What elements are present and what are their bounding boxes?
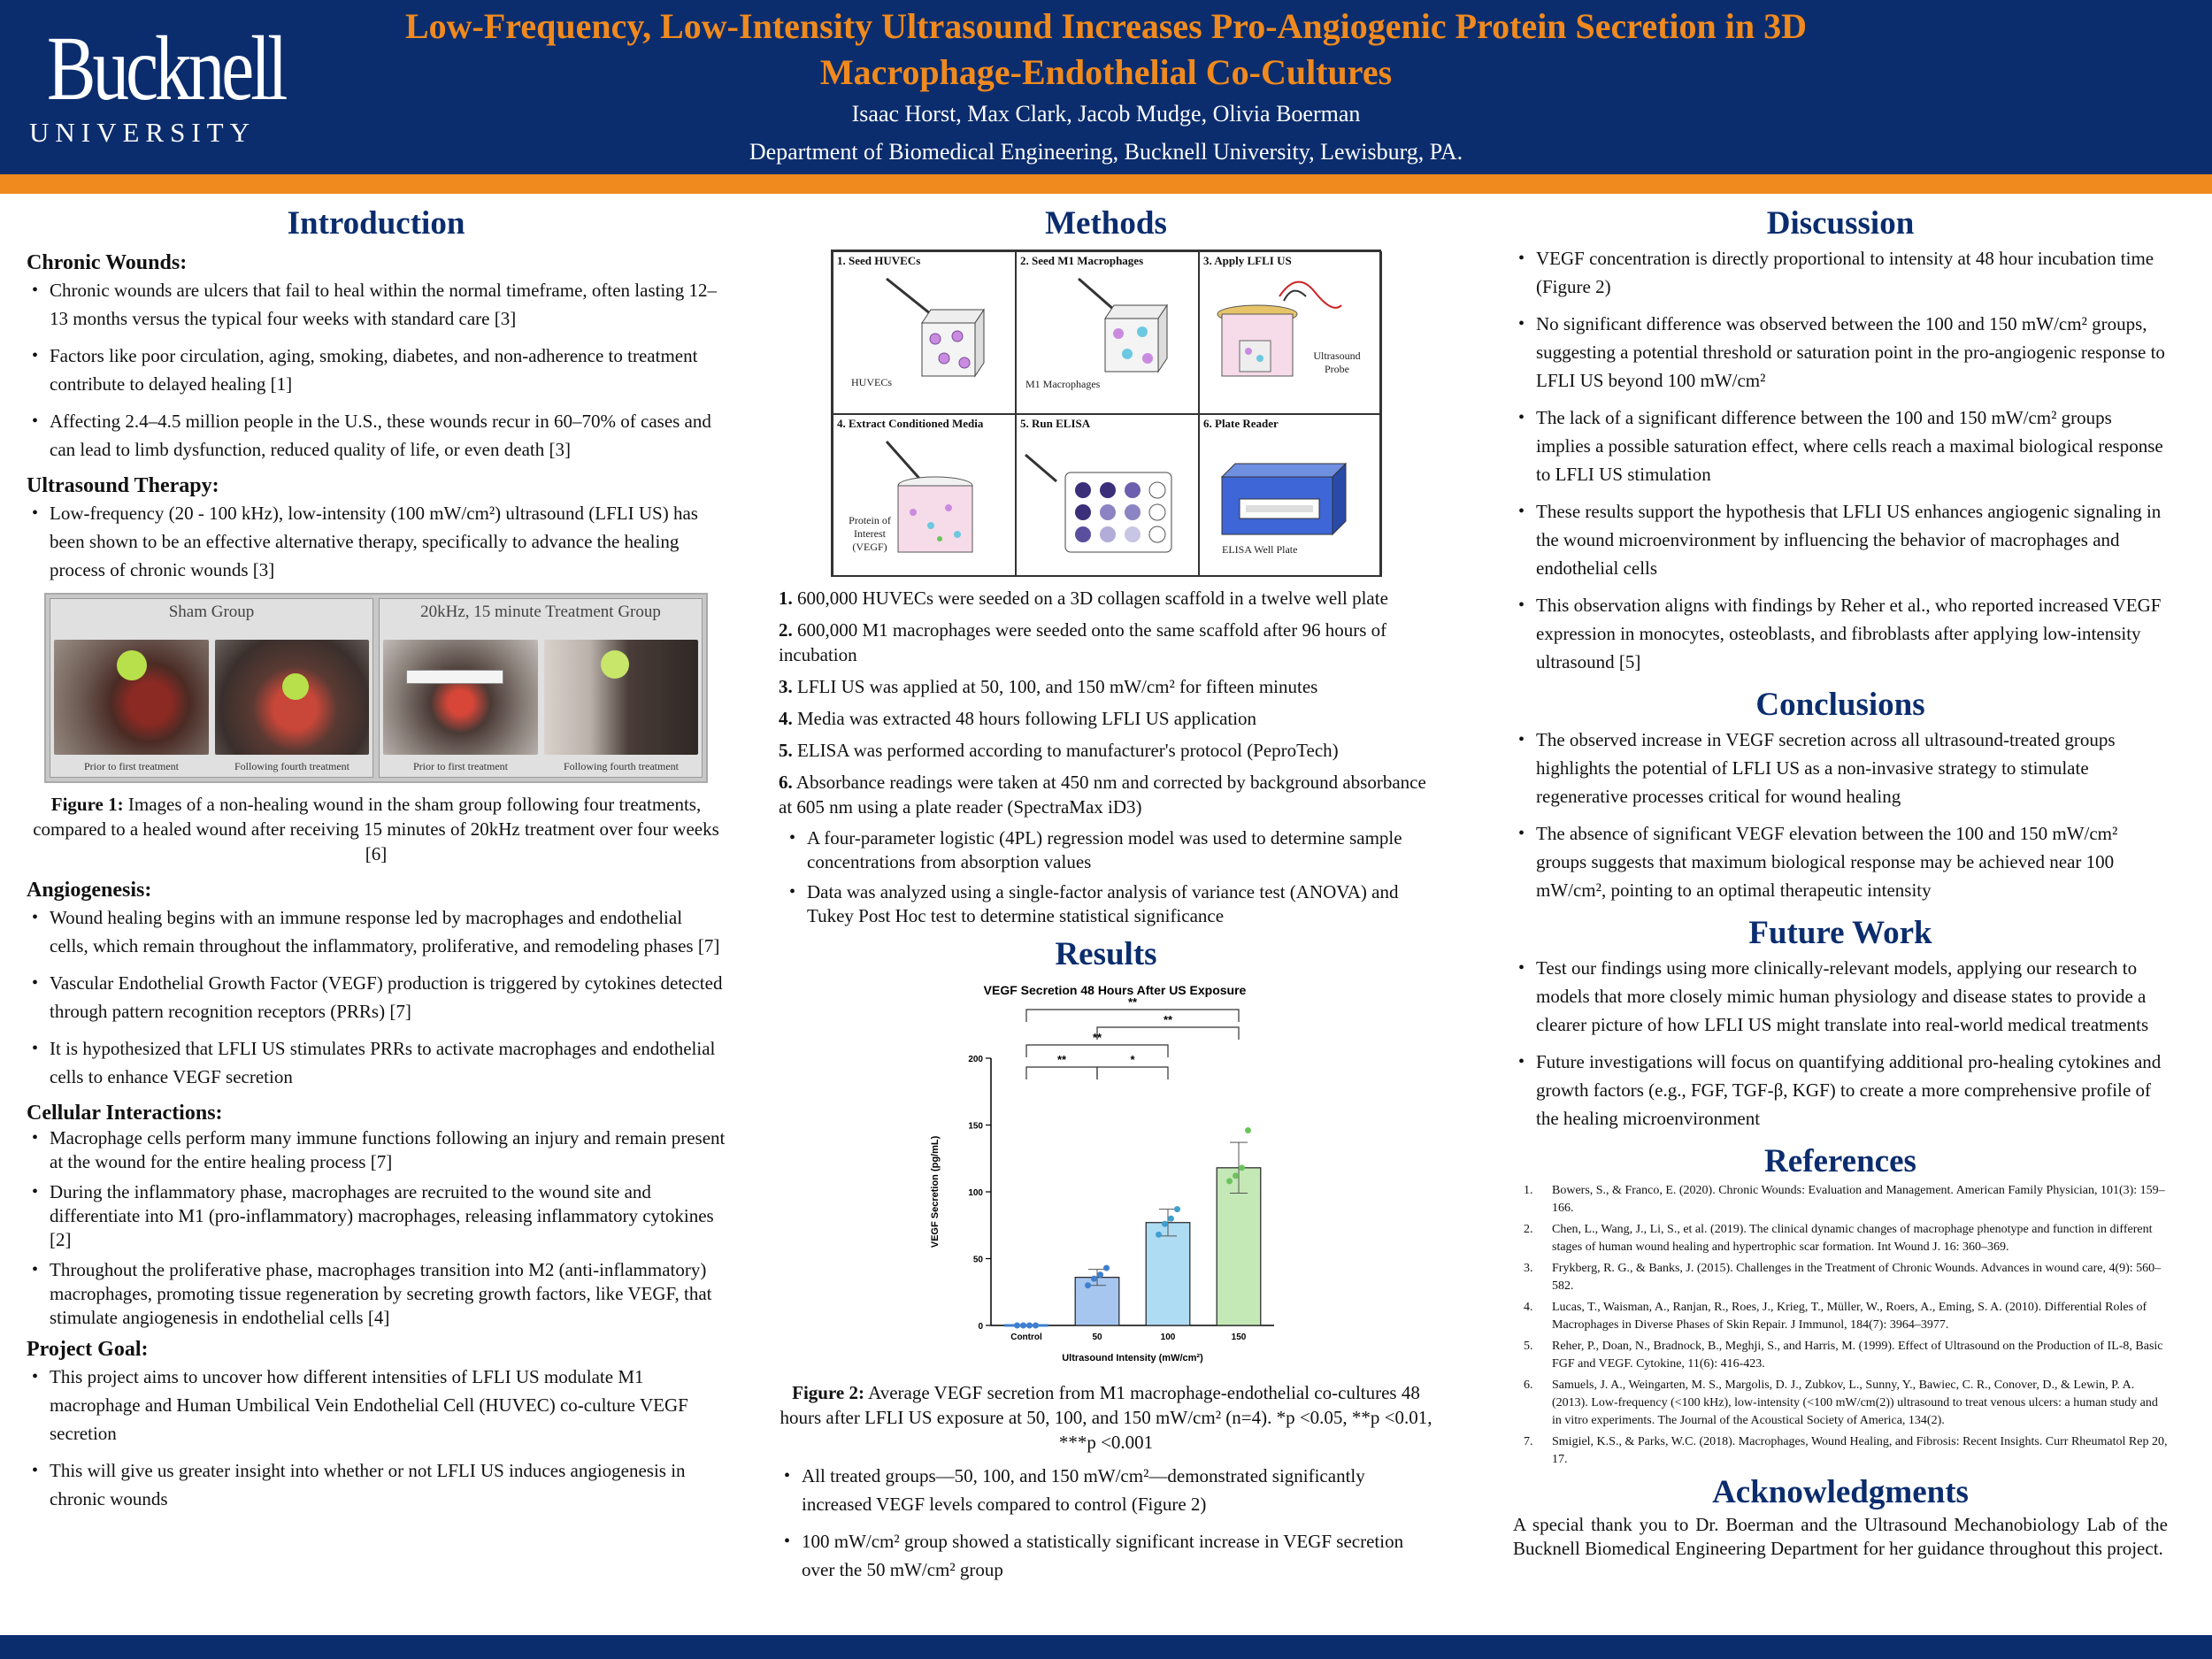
results-list [779,1462,1433,1584]
step-cell-seed-m1 [1016,251,1199,414]
data-point [1085,1282,1091,1288]
measuring-strip [406,670,503,684]
list-item: • The absence of significant VEGF elevation between the 100 and 150 mW/cm² groups suggests that maximum biological response may be achieved near 100 mW/cm², pointing to an optimal therapeutic intensity [1513,819,2168,904]
reference-number: 6. [1524,1379,1533,1392]
data-point [1226,1178,1233,1184]
step-cell-seed-huvecs [833,251,1016,414]
data-point [1245,1127,1251,1133]
wound-label-sticker [282,673,309,700]
caption-label: Figure 1: [50,794,124,815]
bar [1146,1223,1190,1325]
step-text: LFLI US was applied at 50, 100, and 150 mW/cm² for fifteen minutes [792,676,1318,697]
m1-label: M1 Macrophages [1025,378,1101,390]
step-title: 2. Seed M1 Macrophages [1020,254,1144,267]
footer-bar [0,1635,2212,1659]
method-step [779,674,1433,699]
list-item: • This observation aligns with findings by Reher et al., who reported increased VEGF expression in monocytes, osteoblasts, and fibroblasts after applying low-intensity ultrasound [5] [1513,591,2168,676]
plate-label: ELISA Well Plate [1222,543,1298,556]
data-point [1168,1216,1174,1222]
significance-bracket [1097,1027,1239,1040]
column-discussion [1513,204,2168,1561]
reference-item [1524,1260,2168,1295]
treatment-group-title: 20kHz, 15 minute Treatment Group [420,603,661,621]
protein-label: Protein of Interest (VEGF) [849,514,891,553]
methods-schematic [831,250,1381,577]
chart-title: VEGF Secretion 48 Hours After US Exposure [983,983,1247,997]
x-tick-label: 50 [1092,1333,1102,1342]
wound-label-sticker [601,650,629,679]
project-goal-list [27,1363,726,1513]
y-tick-label: 50 [972,1255,983,1265]
reference-item [1524,1221,2168,1256]
data-point [1174,1206,1180,1212]
step-title: 6. Plate Reader [1203,417,1279,430]
angiogenesis-list [27,903,726,1091]
step-number: 5. [779,740,793,761]
methods-steps [779,586,1433,819]
subheading-cellular-interactions: Cellular Interactions: [27,1102,223,1125]
method-step [779,706,1433,731]
method-step [779,738,1433,763]
caption-text: Images of a non-healing wound in the sham group following four treatments, compared to a healed wound after receiving 15 minutes of 20kHz treatment over four weeks [6] [33,794,719,864]
reference-text: Lucas, T., Waisman, A., Ranjan, R., Roes, J., Krieg, T., Müller, W., Roers, A., Eming, S. A. (2010). Differential Roles of Macrophages in Diverse Phases of Skin Repair. J Immunol, 184(7): 3964–3977. [1552,1301,2147,1332]
list-item: • This will give us greater insight into whether or not LFLI US induces angiogenesis in chronic wounds [27,1456,726,1513]
significance-bracket [1097,1067,1168,1079]
sham-group-title: Sham Group [168,603,255,621]
significance-label: ** [1056,1053,1067,1066]
figure-1-wound-photos [44,593,708,783]
treatment-group-panel [379,598,703,778]
header-accent-stripe [0,174,2212,194]
section-heading-introduction: Introduction [287,205,465,242]
wound-photo [383,640,538,755]
ultrasound-therapy-list [27,499,726,584]
reference-number: 3. [1524,1262,1533,1275]
method-step [779,618,1433,667]
data-point [1239,1164,1245,1171]
reference-item [1524,1433,2168,1469]
reference-item [1524,1377,2168,1430]
chronic-wounds-list [27,276,726,464]
data-point [1162,1221,1168,1227]
section-heading-conclusions: Conclusions [1755,687,1925,723]
step-title: 3. Apply LFLI US [1203,254,1292,267]
sham-group-panel [50,598,373,778]
list-item: • 100 mW/cm² group showed a statistically significant increase in VEGF secretion over the 50 mW/cm² group [779,1527,1433,1584]
figure-1-caption [27,792,726,866]
apply-us-illustration [1200,252,1383,415]
caption-text: Average VEGF secretion from M1 macrophage-endothelial co-cultures 48 hours after LFLI US exposure at 50, 100, and 150 mW/cm² (n=4). *p <0.05, **p <0.01, ***p <0.001 [780,1382,1432,1453]
step-number: 4. [779,708,793,729]
y-tick-label: 150 [968,1121,983,1132]
list-item: • All treated groups—50, 100, and 150 mW/cm²—demonstrated significantly increased VEGF levels compared to control (Figure 2) [779,1462,1433,1518]
subheading-ultrasound-therapy: Ultrasound Therapy: [27,474,219,497]
list-item: • The lack of a significant difference between the 100 and 150 mW/cm² groups implies a possible saturation effect, where cells reach a maximal biological response to LFLI US stimulation [1513,403,2168,488]
list-item: • Wound healing begins with an immune response led by macrophages and endothelial cells, which remain throughout the inflammatory, proliferative, and remodeling phases [7] [27,903,726,960]
step-number: 2. [779,619,793,641]
significance-bracket [1026,1045,1168,1057]
y-axis-label: VEGF Secretion (pg/mL) [930,1135,941,1248]
list-item: • Low-frequency (20 - 100 kHz), low-intensity (100 mW/cm²) ultrasound (LFLI US) has been shown to be an effective alternative therapy, specifically to advance the healing process of chronic wounds [3] [27,499,726,584]
significance-label: * [1130,1053,1135,1066]
reference-text: Bowers, S., & Franco, E. (2020). Chronic Wounds: Evaluation and Management. American Family Physician, 101(3): 159–166. [1552,1184,2165,1215]
vegf-bar-chart [911,979,1301,1377]
elisa-plate-illustration [1017,415,1200,578]
section-heading-methods: Methods [1045,205,1167,242]
list-item: • Test our findings using more clinically-relevant models, applying our research to models that more closely mimic human physiology and disease states to provide a clearer picture of how LFLI US might translate into real-world medical treatments [1513,954,2168,1039]
probe-label: Ultrasound Probe [1313,349,1361,375]
list-item: • During the inflammatory phase, macrophages are recruited to the wound site and differentiate into M1 (pro-inflammatory) macrophages, releasing inflammatory cytokines [2] [27,1180,726,1252]
reference-text: Reher, P., Doan, N., Bradnock, B., Meghji, S., and Harris, M. (1999). Effect of Ultrasound on the Production of IL-8, Basic FGF and VEGF. Cytokine, 11(6): 416-423. [1552,1340,2163,1371]
significance-label: ** [1092,1031,1102,1044]
photo-label: Prior to first treatment [413,760,508,772]
list-item: • No significant difference was observed between the 100 and 150 mW/cm² groups, suggesting a potential threshold or saturation point in the pro-angiogenic response to LFLI US beyond 100 mW/cm² [1513,310,2168,395]
reference-text: Samuels, J. A., Weingarten, M. S., Margolis, D. J., Zubkov, L., Sunny, Y., Bawiec, C. R., Conover, D., & Lewin, P. A. (2013). Low-frequency (<100 kHz), low-intensity (<100 mW/cm(2)) ultrasound to treat venous ulcers: a human study and in vitro experiments. The Journal of the Acoustical Society of America, 134(2). [1552,1379,2158,1427]
step-number: 1. [779,588,793,609]
y-tick-label: 100 [968,1188,983,1198]
column-introduction [27,204,726,1522]
reference-number: 1. [1524,1184,1533,1197]
list-item: • Throughout the proliferative phase, macrophages transition into M2 (anti-inflammatory) macrophages, promoting tissue regeneration by secreting growth factors, like VEGF, that stimulate angiogenesis in endothelial cells [4] [27,1258,726,1330]
affiliation: Department of Biomedical Engineering, Bucknell University, Lewisburg, PA. [749,139,1463,165]
data-point [1020,1323,1026,1329]
x-axis-label: Ultrasound Intensity (mW/cm²) [1062,1353,1203,1363]
section-heading-acknowledgments: Acknowledgments [1712,1474,1969,1510]
cellular-interactions-list [27,1126,726,1330]
list-item: • Factors like poor circulation, aging, smoking, diabetes, and non-adherence to treatment contribute to delayed healing [1] [27,342,726,398]
data-point [1014,1323,1020,1329]
conclusions-list [1513,726,2168,904]
data-point [1097,1271,1103,1278]
reference-item [1524,1182,2168,1217]
data-point [1156,1232,1162,1238]
step-cell-plate-reader [1199,414,1382,577]
data-point [1033,1323,1039,1329]
significance-label: ** [1163,1013,1173,1026]
seed-huvecs-illustration [833,252,1017,415]
authors: Isaac Horst, Max Clark, Jacob Mudge, Olivia Boerman [851,101,1361,127]
section-heading-discussion: Discussion [1766,205,1915,242]
list-item: • Future investigations will focus on quantifying additional pro-healing cytokines and growth factors (e.g., FGF, TGF-β, KGF) to create a more comprehensive profile of the healing microenvironment [1513,1048,2168,1133]
step-cell-extract-media [833,414,1016,577]
step-text: 600,000 M1 macrophages were seeded onto the same scaffold after 96 hours of incubation [779,619,1387,665]
photo-label: Following fourth treatment [564,760,679,772]
logo-wordmark: Bucknell [47,18,285,119]
step-title: 4. Extract Conditioned Media [837,417,984,430]
step-text: Absorbance readings were taken at 450 nm and corrected by background absorbance at 605 nm using a plate reader (SpectraMax iD3) [779,772,1426,818]
x-tick-label: 100 [1160,1333,1176,1342]
step-cell-run-elisa [1016,414,1199,577]
logo-subtitle: UNIVERSITY [29,117,256,148]
subheading-chronic-wounds: Chronic Wounds: [27,251,188,274]
significance-bracket [1026,1010,1239,1022]
list-item: • Affecting 2.4–4.5 million people in the U.S., these wounds recur in 60–70% of cases and can lead to limb dysfunction, reduced quality of life, or even death [3] [27,407,726,464]
x-tick-label: Control [1010,1333,1042,1342]
method-step [779,770,1433,819]
significance-label: ** [1127,995,1138,1009]
reference-text: Smigiel, K.S., & Parks, W.C. (2018). Macrophages, Wound Healing, and Fibrosis: Recent Insights. Curr Rheumatol Rep 20, 17. [1552,1435,2168,1466]
references-list [1513,1182,2168,1469]
list-item: • It is hypothesized that LFLI US stimulates PRRs to activate macrophages and endothelial cells to enhance VEGF secretion [27,1034,726,1091]
reference-number: 7. [1524,1435,1533,1448]
reference-item [1524,1299,2168,1334]
step-cell-apply-us [1199,251,1382,414]
step-number: 3. [779,676,793,697]
section-heading-references: References [1764,1143,1916,1179]
step-number: 6. [779,772,793,793]
subheading-project-goal: Project Goal: [27,1338,149,1361]
wound-label-sticker [117,650,147,680]
discussion-list [1513,244,2168,676]
list-item: • This project aims to uncover how different intensities of LFLI US modulate M1 macrophage and Human Umbilical Vein Endothelial Cell (HUVEC) co-culture VEGF secretion [27,1363,726,1448]
x-tick-label: 150 [1231,1333,1247,1342]
step-text: 600,000 HUVECs were seeded on a 3D collagen scaffold in a twelve well plate [792,588,1388,609]
huvecs-label: HUVECs [851,376,893,388]
future-work-list [1513,954,2168,1133]
subheading-angiogenesis: Angiogenesis: [27,879,152,902]
university-logo [23,18,285,149]
reference-number: 4. [1524,1301,1533,1314]
reference-text: Frykberg, R. G., & Banks, J. (2015). Challenges in the Treatment of Chronic Wounds. Advances in wound care, 4(9): 560–582. [1552,1262,2162,1293]
list-item: • The observed increase in VEGF secretion across all ultrasound-treated groups highlights the potential of LFLI US as a non-invasive strategy to stimulate regenerative processes critical for wound healing [1513,726,2168,810]
method-step [779,586,1433,611]
step-title: 1. Seed HUVECs [837,254,921,267]
column-methods-results [779,204,1433,1593]
reference-item [1524,1338,2168,1373]
list-item: • Data was analyzed using a single-factor analysis of variance test (ANOVA) and Tukey Post Hoc test to determine statistical significance [784,880,1433,928]
list-item: • A four-parameter logistic (4PL) regression model was used to determine sample concentrations from absorption values [784,826,1433,874]
list-item: • These results support the hypothesis that LFLI US enhances angiogenic signaling in the wound microenvironment by influencing the behavior of macrophages and endothelial cells [1513,497,2168,582]
data-point [1026,1323,1033,1329]
data-point [1233,1172,1239,1179]
photo-label: Prior to first treatment [84,760,179,772]
step-text: ELISA was performed according to manufacturer's protocol (PeproTech) [792,740,1339,761]
list-item: • VEGF concentration is directly proportional to intensity at 48 hour incubation time (Figure 2) [1513,244,2168,301]
caption-label: Figure 2: [792,1382,864,1403]
list-item: • Chronic wounds are ulcers that fail to heal within the normal timeframe, often lasting 12–13 months versus the typical four weeks with standard care [3] [27,276,726,333]
reference-number: 2. [1524,1223,1533,1236]
list-item: • Macrophage cells perform many immune functions following an injury and remain present at the wound for the entire healing process [7] [27,1126,726,1174]
significance-bracket [1026,1067,1097,1079]
step-title: 5. Run ELISA [1020,417,1091,430]
data-point [1091,1276,1097,1282]
acknowledgments-text: A special thank you to Dr. Boerman and the Ultrasound Mechanobiology Lab of the Bucknell Biomedical Engineering Department for her guidance throughout this project. [1513,1514,2168,1559]
photo-label: Following fourth treatment [234,760,349,772]
section-heading-results: Results [1055,936,1157,972]
y-tick-label: 0 [978,1322,983,1332]
analysis-list [784,826,1433,928]
section-heading-future-work: Future Work [1748,915,1932,951]
reference-number: 5. [1524,1340,1533,1353]
step-text: Media was extracted 48 hours following LFLI US application [792,708,1257,729]
poster-title: Low-Frequency, Low-Intensity Ultrasound Increases Pro-Angiogenic Protein Secretion in 3D Macrophage-Endothelial Co-Cultures [404,6,1808,92]
reference-text: Chen, L., Wang, J., Li, S., et al. (2019). The clinical dynamic changes of macrophage phenotype and function in different stages of human wound healing and hypertrophic scar formation. Int Wound J. 16: 360–369. [1552,1223,2153,1254]
data-point [1103,1265,1110,1271]
list-item: • Vascular Endothelial Growth Factor (VEGF) production is triggered by cytokines detected through pattern recognition receptors (PRRs) [7] [27,969,726,1025]
y-tick-label: 200 [968,1055,983,1064]
figure-2-caption [779,1380,1433,1455]
